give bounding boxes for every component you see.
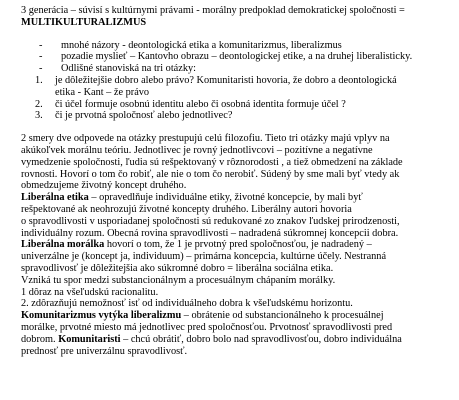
text-line: rešpektované ak neohrozujú životné koncepty druhého. Liberálny autori hovoria (21, 203, 352, 215)
numbered-list (21, 75, 453, 122)
text-line: spravodlivosť je dôležitejšia ako súkromné dobro = liberálna sociálna etika. (21, 262, 334, 274)
item-number: 3. (35, 110, 43, 122)
text-line: akúkoľvek morálnu teóriu. Jednotlivec je rovný jednotlivcovi – pozitívne a negatívne (21, 144, 373, 156)
text-line (21, 239, 453, 251)
spacer (21, 122, 453, 133)
term-liberal-ethics: Liberálna etika (21, 192, 89, 204)
item-text: či účel formuje osobnú identitu alebo či osobná identita formuje účel ? (55, 98, 346, 110)
item-number: 2. (35, 98, 43, 110)
item-number: 1. (35, 74, 43, 86)
item-text: či je prvotná spoločnosť alebo jednotlivec? (55, 110, 233, 122)
item-continuation: etika - Kant – že právo (55, 86, 150, 98)
text-line: obmedzujeme životný koncept druhého. (21, 180, 187, 192)
list-item (35, 99, 453, 111)
paragraph-liberal-morality (21, 239, 453, 310)
term-liberal-morality: Liberálna morálka (21, 239, 105, 251)
text-line: univerzálne je (koncept ja, individuum) – primárna koncepcia, kultúrne účely. Nestranná (21, 251, 387, 263)
term-communitarians: Komunitaristi (58, 333, 121, 345)
list-item (35, 110, 453, 122)
text-line (21, 334, 453, 346)
term-communitarian-critique: Komunitarizmus vytýka liberalizmu (21, 310, 182, 322)
text-line: morálke, prvotné miesto má jednotlivec pred spoločnosťou. Prvotnosť spravodlivosti pred (21, 321, 393, 333)
text-line: 1 dôraz na všeľudskú racionalitu. (21, 286, 159, 298)
spacer (21, 29, 453, 40)
text-fragment: dobrom. (21, 333, 59, 345)
text-fragment: – chcú obrátiť, dobro bolo nad spravodlivosťou, dobro individuálna (120, 333, 402, 345)
list-item: - pozadie myslieť – Kantovho obrazu – deontologickej etike, a na druhej liberalisticky. (39, 51, 453, 63)
text-line: individuálny rozum. Obecná rovina spravodlivosti – nadradená súkromnej koncepcii dobra. (21, 227, 399, 239)
item-text: je dôležitejšie dobro alebo právo? Komunitaristi hovoria, že dobro a deontologická (55, 74, 397, 86)
heading-line: 3 generácia – súvisí s kultúrnymi právami - morálny predpoklad demokratickej spoločnosti = (21, 5, 405, 16)
list-item: - mnohé názory - deontologická etika a komunitarizmus, liberalizmus (39, 40, 453, 52)
text-line: o spravodlivosti v usporiadanej spoločnosti sú redukované zo znakov ľudskej prirodzenosti, (21, 215, 400, 227)
text-line (21, 192, 453, 204)
text-line (21, 310, 453, 322)
paragraph-liberal-ethics (21, 192, 453, 239)
text-fragment: hovorí o tom, že 1 je prvotný pred spoločnosťou, je nadradený – (104, 239, 372, 251)
text-line: Vzniká tu spor medzi substancionálnym a procesuálnym chápaním morálky. (21, 274, 336, 286)
list-item: - Odlišné stanoviská na tri otázky: (39, 63, 453, 75)
list-item (35, 75, 453, 99)
text-line: 2. zdôrazňujú nemožnosť isť od individuálneho dobra k všeľudskému horizontu. (21, 298, 353, 310)
text-fragment: – opravedlňuje individuálne etiky, životné koncepcie, by mali byť (88, 192, 363, 204)
text-line: vymedzenie spoločnosti, ľudia sú rešpektovaný v rôznorodosti , a tiež obmedzení na základe (21, 156, 403, 168)
text-fragment: – obrátenie od substancionálneho k procesuálnej (181, 310, 384, 322)
dash-list (21, 40, 453, 75)
text-line: rovnosti. Hovorí o tom čo robiť, ale nie o tom čo nerobiť. Súdený by sme mali byť vtedy ak (21, 168, 400, 180)
text-line: 2 smery dve odpovede na otázky prestupujú celú filozofiu. Tieto tri otázky majú vplyv na (21, 133, 390, 145)
paragraph-communitarian (21, 310, 453, 357)
text-line: prednosť pre univerzálnu spravodlivosť. (21, 345, 188, 357)
paragraph-intro (21, 133, 453, 192)
heading-title: MULTIKULTURALIZMUS (21, 16, 147, 28)
